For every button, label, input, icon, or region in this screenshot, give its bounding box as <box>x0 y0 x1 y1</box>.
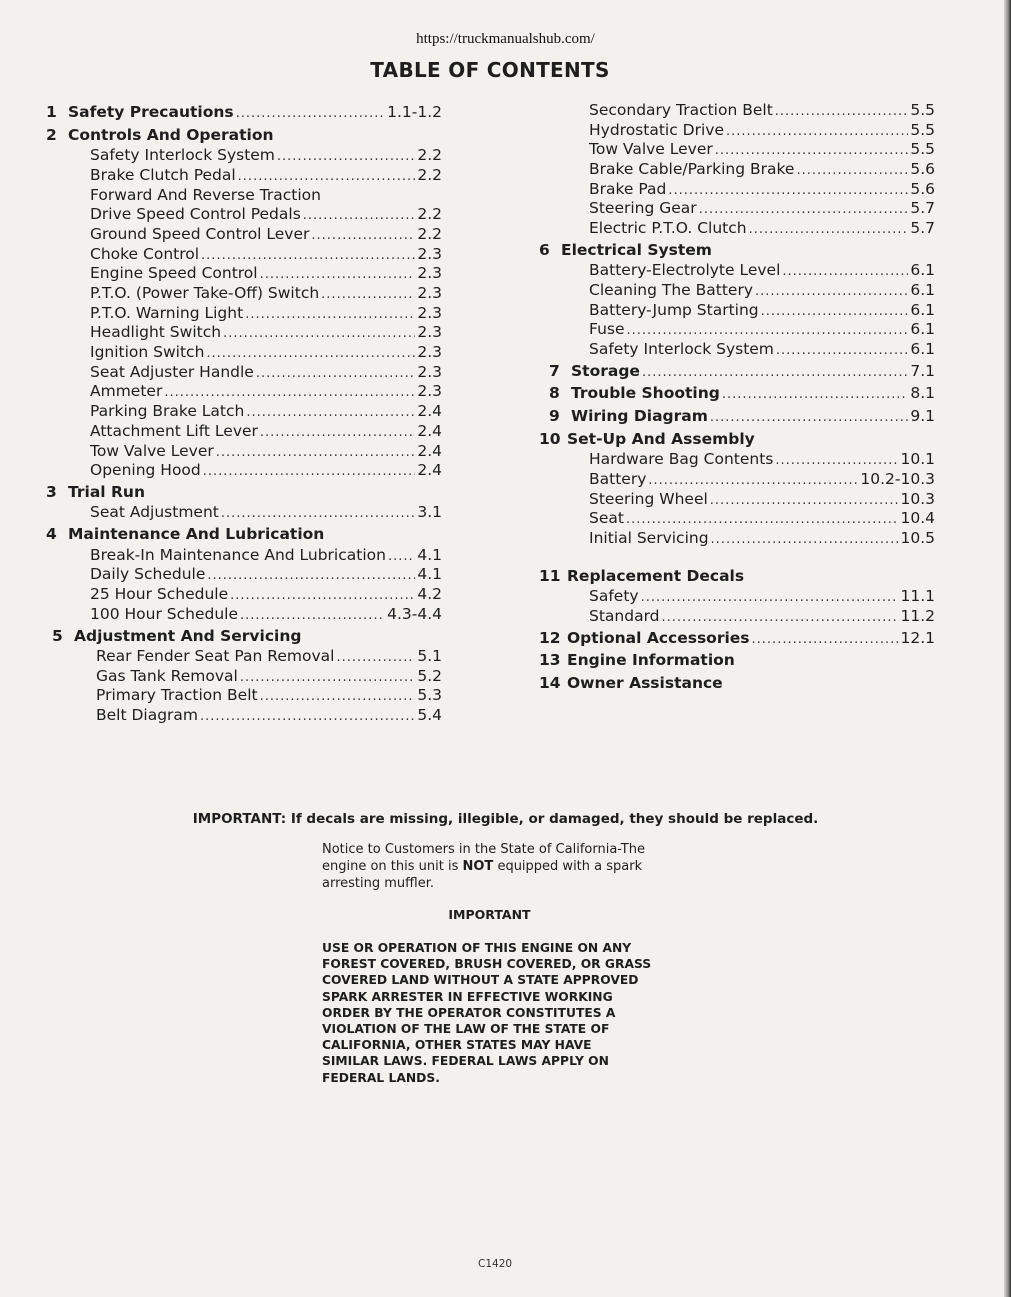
toc-entry-title: Seat Adjustment <box>90 503 219 522</box>
dot-leader <box>776 341 908 361</box>
toc-entry <box>539 101 935 121</box>
toc-entry-page: 2.3 <box>417 343 442 362</box>
section-page: 8.1 <box>910 384 935 403</box>
dot-leader <box>303 206 416 226</box>
toc-entry-title: Standard <box>589 606 660 625</box>
dot-leader <box>236 103 385 126</box>
toc-entry-title: Engine Speed Control <box>90 264 258 283</box>
toc-entry-title: Tow Valve Lever <box>589 140 713 159</box>
toc-entry-title: Tow Valve Lever <box>90 441 214 460</box>
toc-entry-title: P.T.O. (Power Take-Off) Switch <box>90 284 320 302</box>
toc-entry-page: 2.3 <box>417 323 442 342</box>
section-title: Set-Up And Assembly <box>567 429 755 448</box>
toc-entry-title: 25 Hour Schedule <box>90 585 229 604</box>
notice-emphasis: NOT <box>462 859 494 874</box>
section-number: 4 <box>46 525 57 544</box>
section-title: Trial Run <box>68 482 146 501</box>
dot-leader <box>749 220 909 240</box>
dot-leader <box>206 344 415 364</box>
toc-section-heading <box>539 565 935 588</box>
dot-leader <box>256 364 416 384</box>
toc-entry <box>539 490 935 510</box>
toc-entry-page: 4.1 <box>417 565 442 584</box>
toc-entry-page: 2.3 <box>417 303 442 322</box>
toc-entry <box>539 261 935 281</box>
toc-entry-page: 4.3-4.4 <box>387 604 442 623</box>
toc-section-heading <box>539 382 935 405</box>
toc-entry-page: 2.2 <box>417 205 442 224</box>
section-title: Engine Information <box>567 651 735 670</box>
section-number: 6 <box>539 240 550 259</box>
toc-entry-title: Opening Hood <box>90 461 201 480</box>
toc-entry-page: 10.2-10.3 <box>860 469 935 488</box>
toc-entry-page: 5.2 <box>417 666 442 685</box>
toc-entry-page: 4.2 <box>417 585 442 604</box>
toc-entry <box>46 146 442 166</box>
toc-entry <box>539 320 935 340</box>
dot-leader <box>238 167 416 187</box>
spark-arrester-warning: USE OR OPERATION OF THIS ENGINE ON ANY FOREST COVERED, BRUSH COVERED, OR GRASS COVERED LAND WITHOUT A STATE APPROVED SPARK ARRESTER IN EFFECTIVE WORKING ORDER BY THE OPERATOR CONSTITUTES A VIOLATION OF THE LAW OF THE STATE OF CALIFORNIA, OTHER STATES MAY HAVE SIMILAR LAWS. FEDERAL LAWS APPLY ON FEDERAL LANDS. <box>322 941 652 1085</box>
toc-section-heading <box>539 649 935 672</box>
toc-entry <box>46 422 442 442</box>
toc-entry-title: Choke Control <box>90 244 200 263</box>
section-title: Electrical System <box>561 240 712 259</box>
dot-leader <box>648 471 858 491</box>
toc-entry <box>539 587 935 607</box>
toc-entry-page: 2.2 <box>417 146 442 165</box>
toc-entry-title: Hardware Bag Contents <box>589 450 774 469</box>
toc-entry <box>539 199 935 219</box>
dot-leader <box>240 668 416 688</box>
toc-entry <box>46 706 442 726</box>
toc-entry-page: 4.1 <box>417 545 442 564</box>
section-page: 12.1 <box>900 628 935 647</box>
toc-section-heading <box>539 672 935 695</box>
dot-leader <box>201 246 415 266</box>
section-number: 12 <box>539 628 561 647</box>
toc-entry <box>539 450 935 470</box>
toc-entry-page: 10.3 <box>900 489 935 508</box>
toc-entry <box>46 585 442 605</box>
toc-entry-title: Battery-Electrolyte Level <box>589 261 781 280</box>
toc-entry-title: Parking Brake Latch <box>90 402 245 421</box>
toc-entry-page: 5.1 <box>417 647 442 666</box>
dot-leader <box>245 305 415 325</box>
toc-entry <box>539 180 935 200</box>
dot-leader <box>216 443 416 463</box>
toc-entry <box>46 402 442 422</box>
toc-entry-title: Break-In Maintenance And Lubrication <box>90 545 386 564</box>
dot-leader <box>710 407 908 430</box>
dot-leader <box>715 141 909 161</box>
toc-entry <box>539 340 935 360</box>
dot-leader <box>755 282 908 302</box>
section-page: 7.1 <box>910 361 935 380</box>
toc-entry <box>46 205 442 225</box>
section-title: Wiring Diagram <box>571 407 708 426</box>
section-title: Storage <box>571 361 640 380</box>
toc-entry-title: Steering Wheel <box>589 489 708 508</box>
toc-entry <box>539 529 935 549</box>
section-number: 7 <box>549 361 560 380</box>
toc-entry-page: 2.3 <box>417 284 442 302</box>
toc-entry-page: 2.4 <box>417 441 442 460</box>
toc-entry-title: Safety Interlock System <box>589 340 774 359</box>
dot-leader <box>246 403 415 423</box>
spacer <box>539 549 935 565</box>
section-title: Maintenance And Lubrication <box>68 525 325 544</box>
section-title: Controls And Operation <box>68 125 274 144</box>
toc-entry <box>46 667 442 687</box>
footer-code: C1420 <box>478 1258 513 1270</box>
toc-entry-page: 5.5 <box>910 140 935 159</box>
toc-entry-title: Seat <box>589 509 624 528</box>
toc-section-heading <box>539 627 935 650</box>
section-number: 3 <box>46 482 57 501</box>
toc-entry-title: Daily Schedule <box>90 565 206 584</box>
toc-entry-title: Ammeter <box>90 382 163 401</box>
toc-entry-title: Initial Servicing <box>589 528 709 547</box>
toc-entry-title: 100 Hour Schedule <box>90 604 238 623</box>
toc-entry <box>46 304 442 324</box>
toc-entry-page: 5.7 <box>910 199 935 218</box>
toc-entry <box>46 166 442 186</box>
toc-entry-page: 6.1 <box>910 340 935 359</box>
dot-leader <box>221 504 415 524</box>
section-number: 11 <box>539 566 561 585</box>
dot-leader <box>203 462 416 482</box>
toc-entry <box>46 686 442 706</box>
dot-leader <box>260 687 416 707</box>
dot-leader <box>260 265 416 285</box>
section-title: Owner Assistance <box>567 673 723 692</box>
toc-entry <box>46 647 442 667</box>
toc-entry-title: Gas Tank Removal <box>96 666 238 685</box>
dot-leader <box>164 383 415 403</box>
toc-entry <box>46 343 442 363</box>
toc-entry <box>46 363 442 383</box>
toc-section-heading <box>539 405 935 428</box>
toc-entry <box>539 219 935 239</box>
toc-section-heading <box>46 124 442 147</box>
toc-section-heading <box>539 428 935 451</box>
decal-important-notice: IMPORTANT: If decals are missing, illegible, or damaged, they should be replaced. <box>192 811 819 827</box>
section-title: Replacement Decals <box>567 566 745 585</box>
toc-entry-title: P.T.O. Warning Light <box>90 303 244 322</box>
toc-entry-title: Seat Adjuster Handle <box>90 362 254 381</box>
source-url[interactable]: https://truckmanualshub.com/ <box>416 31 595 47</box>
toc-entry-page: 11.2 <box>900 606 935 625</box>
dot-leader <box>388 547 415 567</box>
section-number: 9 <box>549 407 560 426</box>
toc-entry-title: Fuse <box>589 320 625 339</box>
dot-leader <box>726 122 908 142</box>
toc-entry-page: 2.3 <box>417 382 442 401</box>
toc-section-heading <box>46 625 442 648</box>
section-number: 5 <box>52 626 63 645</box>
dot-leader <box>699 200 909 220</box>
toc-entry <box>539 160 935 180</box>
dot-leader <box>722 384 908 407</box>
toc-entry <box>539 607 935 627</box>
toc-entry-page: 6.1 <box>910 300 935 319</box>
section-number: 14 <box>539 673 561 692</box>
toc-entry-title: Primary Traction Belt <box>96 686 258 705</box>
section-number: 8 <box>549 384 560 403</box>
toc-entry-page: 5.7 <box>910 219 935 238</box>
toc-entry-page: 5.4 <box>417 706 442 725</box>
toc-entry-title: Brake Cable/Parking Brake <box>589 160 795 179</box>
toc-entry <box>46 546 442 566</box>
toc-entry-title: Secondary Traction Belt <box>589 101 773 119</box>
toc-entry-page: 5.3 <box>417 686 442 705</box>
dot-leader <box>782 262 908 282</box>
toc-entry <box>539 121 935 141</box>
toc-entry <box>539 140 935 160</box>
toc-entry-title: Battery <box>589 469 647 488</box>
toc-entry-title: Belt Diagram <box>96 706 199 725</box>
toc-entry <box>46 382 442 402</box>
dot-leader <box>761 302 909 322</box>
toc-entry <box>46 442 442 462</box>
important-heading: IMPORTANT <box>448 907 531 922</box>
toc-entry-title: Steering Gear <box>589 199 697 218</box>
toc-entry-title: Safety <box>589 587 639 606</box>
toc-entry-page: 10.4 <box>900 509 935 528</box>
dot-leader <box>627 321 909 341</box>
dot-leader <box>277 147 415 167</box>
toc-entry-page: 3.1 <box>417 503 442 522</box>
section-number: 1 <box>46 103 57 121</box>
toc-section-heading <box>539 360 935 383</box>
toc-section-heading <box>46 481 442 504</box>
toc-entry-title: Brake Clutch Pedal <box>90 165 236 184</box>
toc-entry-page: 6.1 <box>910 320 935 339</box>
dot-leader <box>662 608 899 628</box>
toc-entry <box>539 470 935 490</box>
dot-leader <box>626 510 899 530</box>
toc-entry-title: Battery-Jump Starting <box>589 300 759 319</box>
dot-leader <box>752 629 899 652</box>
toc-entry-title: Electric P.T.O. Clutch <box>589 219 747 238</box>
toc-entry <box>46 225 442 245</box>
toc-entry-title: Ground Speed Control Lever <box>90 224 310 243</box>
toc-entry <box>539 281 935 301</box>
section-page: 1.1-1.2 <box>387 103 442 121</box>
toc-entry-page: 2.3 <box>417 264 442 283</box>
dot-leader <box>207 566 415 586</box>
page-edge-shadow <box>1004 0 1011 1297</box>
dot-leader <box>200 707 415 727</box>
toc-entry <box>46 461 442 481</box>
toc-left-column <box>46 101 442 726</box>
california-notice <box>322 841 657 892</box>
toc-entry <box>46 323 442 343</box>
dot-leader <box>311 226 415 246</box>
dot-leader <box>775 102 909 122</box>
toc-entry <box>46 245 442 265</box>
toc-entry-page: 2.2 <box>417 165 442 184</box>
toc-entry-page: 6.1 <box>910 261 935 280</box>
section-page: 9.1 <box>910 407 935 426</box>
toc-entry-title: Hydrostatic Drive <box>589 120 724 139</box>
toc-entry <box>46 186 442 206</box>
toc-entry-page: 5.5 <box>910 120 935 139</box>
dot-leader <box>321 285 415 305</box>
toc-entry-page: 10.5 <box>900 528 935 547</box>
toc-right-column <box>539 101 935 694</box>
dot-leader <box>336 648 415 668</box>
notice-prefix: Notice to Customers in the State of California-The engine on this unit is <box>322 842 645 874</box>
toc-entry-page: 6.1 <box>910 281 935 300</box>
toc-entry-title: Drive Speed Control Pedals <box>90 205 301 224</box>
toc-section-heading <box>539 239 935 262</box>
dot-leader <box>796 161 908 181</box>
dot-leader <box>642 362 908 385</box>
dot-leader <box>641 588 899 608</box>
toc-entry <box>539 509 935 529</box>
page-title: TABLE OF CONTENTS <box>370 58 610 82</box>
dot-leader <box>668 181 908 201</box>
section-number: 13 <box>539 651 561 670</box>
dot-leader <box>230 586 415 606</box>
section-title: Adjustment And Servicing <box>74 626 302 645</box>
toc-entry-page: 10.1 <box>900 450 935 469</box>
toc-entry-page: 2.4 <box>417 421 442 440</box>
dot-leader <box>240 606 385 626</box>
dot-leader <box>260 423 415 443</box>
notice-suffix: equipped with a spark arresting muffler. <box>322 859 643 891</box>
toc-entry-page: 2.4 <box>417 402 442 421</box>
toc-entry-title: Attachment Lift Lever <box>90 421 258 440</box>
toc-entry-title: Safety Interlock System <box>90 146 275 165</box>
dot-leader <box>223 324 415 344</box>
toc-entry-title: Ignition Switch <box>90 343 205 362</box>
toc-entry-title: Headlight Switch <box>90 323 222 342</box>
toc-section-heading <box>46 101 442 124</box>
toc-entry-page: 2.2 <box>417 224 442 243</box>
dot-leader <box>775 451 898 471</box>
section-title: Trouble Shooting <box>571 384 720 403</box>
toc-entry <box>46 565 442 585</box>
toc-entry-page: 2.3 <box>417 362 442 381</box>
toc-entry <box>539 301 935 321</box>
dot-leader <box>710 491 899 511</box>
toc-entry <box>46 264 442 284</box>
toc-entry-page: 5.6 <box>910 160 935 179</box>
toc-entry-page: 11.1 <box>900 587 935 606</box>
section-title: Safety Precautions <box>68 103 234 121</box>
dot-leader <box>711 530 899 550</box>
toc-section-heading <box>46 523 442 546</box>
toc-entry-page: 5.6 <box>910 179 935 198</box>
toc-entry-title: Brake Pad <box>589 179 667 198</box>
toc-entry <box>46 284 442 304</box>
toc-entry-page: 2.3 <box>417 244 442 263</box>
toc-entry <box>46 503 442 523</box>
toc-entry-page: 5.5 <box>910 101 935 119</box>
section-number: 2 <box>46 125 57 144</box>
section-title: Optional Accessories <box>567 628 750 647</box>
section-number: 10 <box>539 429 561 448</box>
toc-entry-page: 2.4 <box>417 461 442 480</box>
toc-entry-title: Cleaning The Battery <box>589 281 754 300</box>
toc-entry <box>46 605 442 625</box>
toc-entry-title: Rear Fender Seat Pan Removal <box>96 647 335 666</box>
toc-entry-title: Forward And Reverse Traction <box>90 185 321 204</box>
